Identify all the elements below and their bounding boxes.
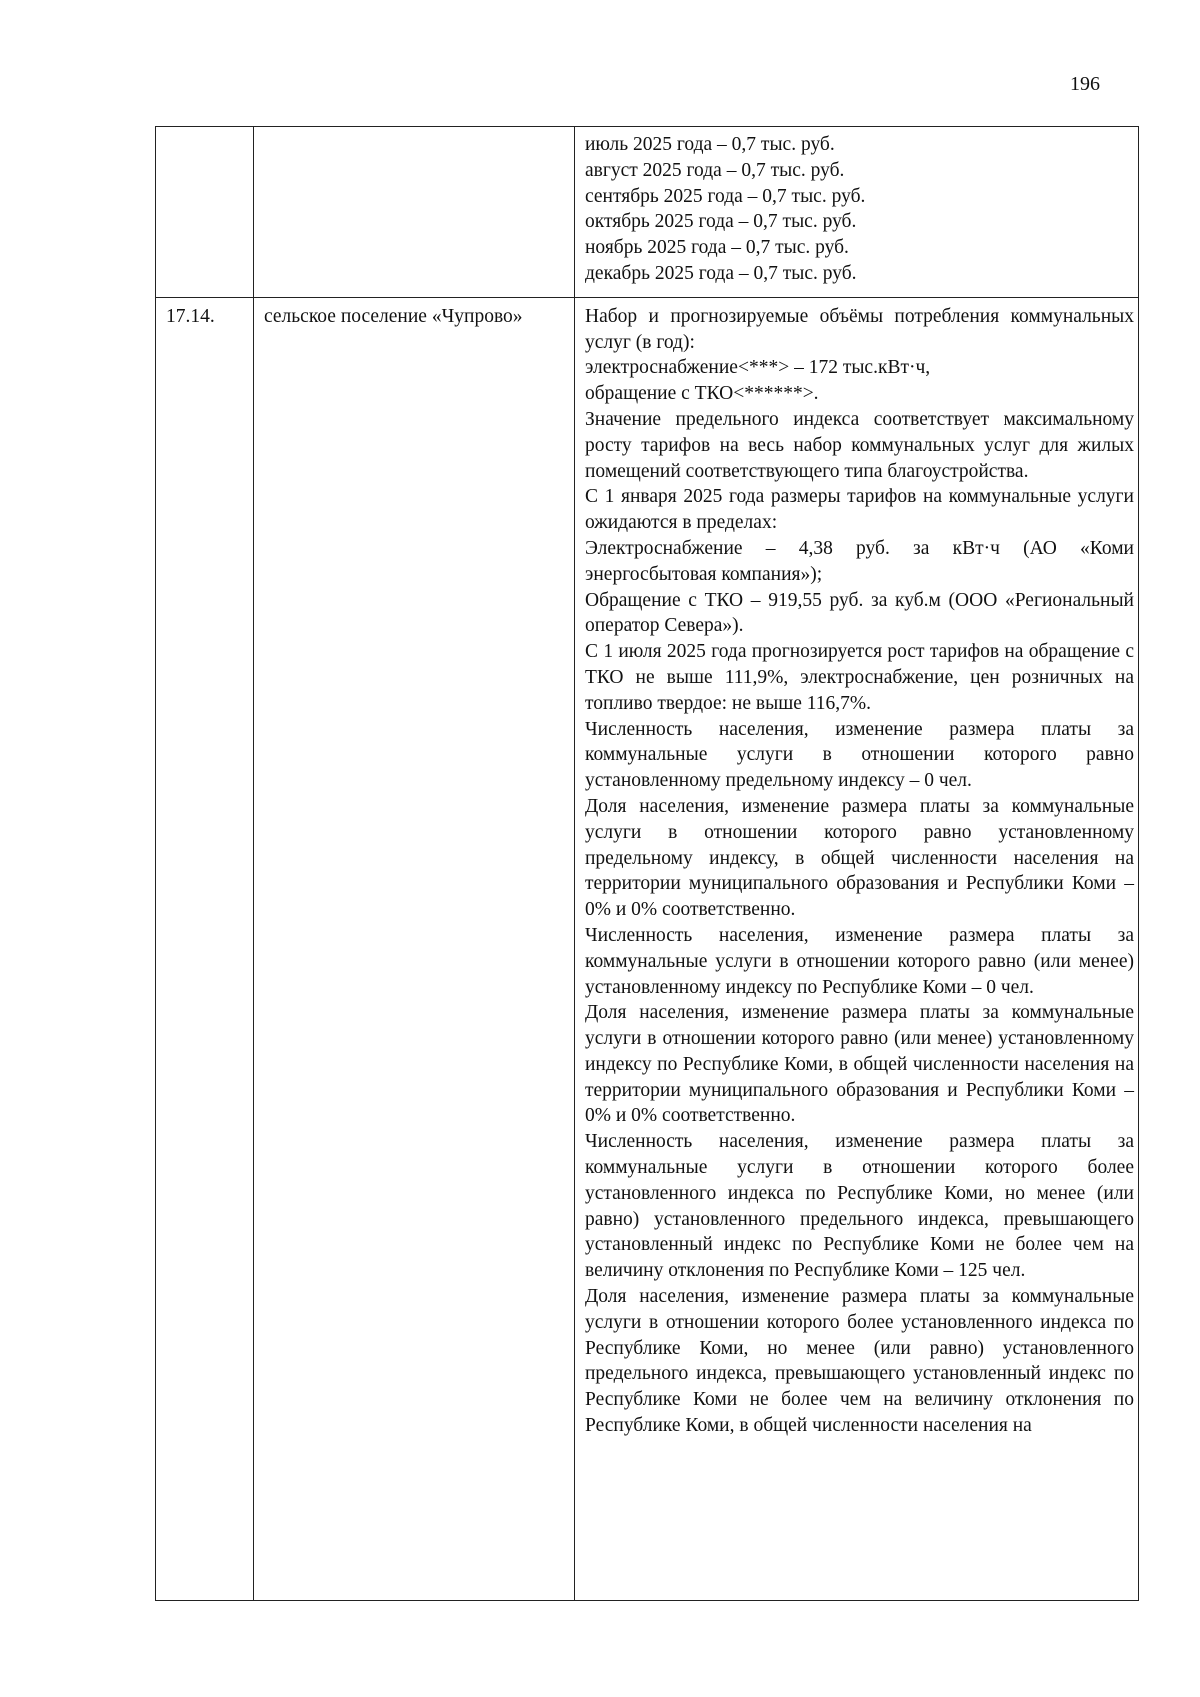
content-paragraph: электроснабжение<***> – 172 тыс.кВт·ч, bbox=[585, 357, 931, 379]
content-paragraph: Значение предельного индекса соответствует максимальному росту тарифов на весь набор коммунальных услуг для жилых помещений соответствующего типа благоустройства. bbox=[585, 408, 1134, 482]
content-paragraph: С 1 января 2025 года размеры тарифов на коммунальные услуги ожидаются в пределах: bbox=[585, 486, 1134, 534]
row-content-cell bbox=[575, 297, 1139, 1600]
continued-number-cell bbox=[156, 127, 254, 298]
settlement-name: сельское поселение «Чупрово» bbox=[264, 305, 523, 327]
row-number: 17.14. bbox=[166, 305, 215, 327]
continued-row bbox=[156, 127, 1139, 298]
monthly-value-line: ноябрь 2025 года – 0,7 тыс. руб. bbox=[585, 237, 849, 259]
content-paragraph: Электроснабжение – 4,38 руб. за кВт·ч (АО «Коми энергосбытовая компания»); bbox=[585, 537, 1134, 585]
settlement-name-cell bbox=[254, 297, 575, 1600]
content-paragraph: Численность населения, изменение размера платы за коммунальные услуги в отношении которого более установленного индекса по Республике Коми, но менее (или равно) установленного предельного индекса, превышающего установленный индекс по Республике Коми не более чем на величину отклонения по Республике Коми – 125 чел. bbox=[585, 1131, 1134, 1282]
content-paragraph: Обращение с ТКО – 919,55 руб. за куб.м (ООО «Региональный оператор Севера»). bbox=[585, 589, 1134, 637]
content-paragraph: обращение с ТКО<******>. bbox=[585, 383, 819, 405]
content-paragraph: С 1 июля 2025 года прогнозируется рост тарифов на обращение с ТКО не выше 111,9%, электроснабжение, цен розничных на топливо твердое: не выше 116,7%. bbox=[585, 641, 1134, 714]
content-paragraph: Доля населения, изменение размера платы за коммунальные услуги в отношении которого более установленного индекса по Республике Коми, но менее (или равно) установленного предельного индекса, превышающего установленный индекс по Республике Коми не более чем на величину отклонения по Республике Коми, в общей численности населения на bbox=[585, 1286, 1134, 1437]
monthly-value-line: июль 2025 года – 0,7 тыс. руб. bbox=[585, 134, 835, 155]
continued-content-cell bbox=[575, 127, 1139, 298]
continued-name-cell bbox=[254, 127, 575, 298]
content-paragraph: Численность населения, изменение размера платы за коммунальные услуги в отношении которого равно (или менее) установленному индексу по Республике Коми – 0 чел. bbox=[585, 924, 1134, 998]
data-table bbox=[155, 126, 1139, 1601]
monthly-value-line: сентябрь 2025 года – 0,7 тыс. руб. bbox=[585, 185, 866, 207]
monthly-value-line: декабрь 2025 года – 0,7 тыс. руб. bbox=[585, 262, 857, 284]
content-paragraph: Доля населения, изменение размера платы за коммунальные услуги в отношении которого равно установленному предельному индексу, в общей численности населения на территории муниципального образования и Республики Коми – 0% и 0% соответственно. bbox=[585, 795, 1134, 921]
monthly-value-line: октябрь 2025 года – 0,7 тыс. руб. bbox=[585, 211, 857, 233]
content-paragraph: Доля населения, изменение размера платы за коммунальные услуги в отношении которого равно (или менее) установленному индексу по Республике Коми, в общей численности населения на территории муниципального образования и Республики Коми – 0% и 0% соответственно. bbox=[585, 1002, 1134, 1127]
row-number-cell bbox=[156, 297, 254, 1600]
content-paragraph: Набор и прогнозируемые объёмы потребления коммунальных услуг (в год): bbox=[585, 305, 1134, 353]
content-paragraph: Численность населения, изменение размера платы за коммунальные услуги в отношении которого равно установленному предельному индексу – 0 чел. bbox=[585, 718, 1134, 792]
page-number: 196 bbox=[1070, 73, 1100, 95]
monthly-value-line: август 2025 года – 0,7 тыс. руб. bbox=[585, 159, 845, 181]
table-row bbox=[156, 297, 1139, 1600]
